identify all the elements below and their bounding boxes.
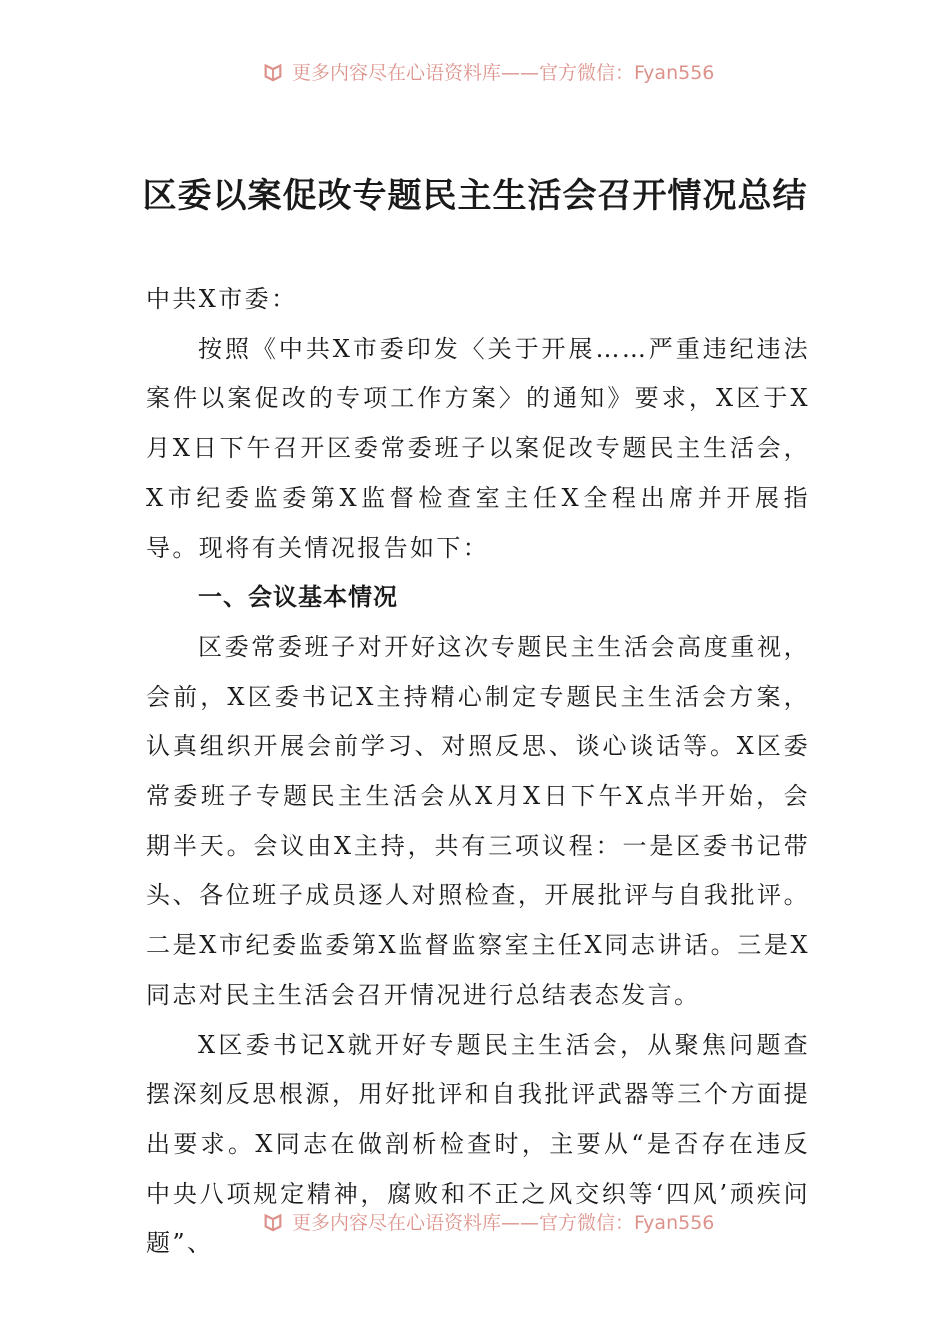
watermark-text: 更多内容尽在心语资料库——官方微信：Fyan556 bbox=[292, 1211, 715, 1234]
watermark-header bbox=[262, 56, 714, 86]
document-body bbox=[146, 275, 810, 1269]
watermark-logo-icon bbox=[262, 1210, 284, 1232]
intro-paragraph: 按照《中共X市委印发〈关于开展……严重违纪违法案件以案促改的专项工作方案〉的通知》要求，X区于X月X日下午召开区委常委班子以案促改专题民主生活会，X市纪委监委第X监督检查室主任X全程出席并开展指导。现将有关情况报告如下： bbox=[146, 334, 810, 562]
section-paragraph: 区委常委班子对开好这次专题民主生活会高度重视，会前，X区委书记X主持精心制定专题民主生活会方案，认真组织开展会前学习、对照反思、谈心谈话等。X区委常委班子专题民主生活会从X月X日下午X点半开始，会期半天。会议由X主持，共有三项议程：一是区委书记带头、各位班子成员逐人对照检查，开展批评与自我批评。二是X市纪委监委第X监督监察室主任X同志讲话。三是X同志对民主生活会召开情况进行总结表态发言。 bbox=[146, 632, 810, 1009]
watermark-footer bbox=[262, 1206, 714, 1236]
document-title: 区委以案促改专题民主生活会召开情况总结 bbox=[142, 176, 808, 216]
salutation: 中共X市委： bbox=[146, 285, 298, 313]
section-heading: 一、会议基本情况 bbox=[198, 583, 398, 612]
watermark-logo-icon bbox=[262, 60, 284, 82]
watermark-text: 更多内容尽在心语资料库——官方微信：Fyan556 bbox=[292, 61, 715, 84]
section-paragraph: X区委书记X就开好专题民主生活会，从聚焦问题查摆深刻反思根源，用好批评和自我批评武器等三个方面提出要求。X同志在做剖析检查时，主要从“是否存在违反中央八项规定精神，腐败和不正之风交织等‘四风’顽疾问题”、 bbox=[146, 1030, 810, 1258]
